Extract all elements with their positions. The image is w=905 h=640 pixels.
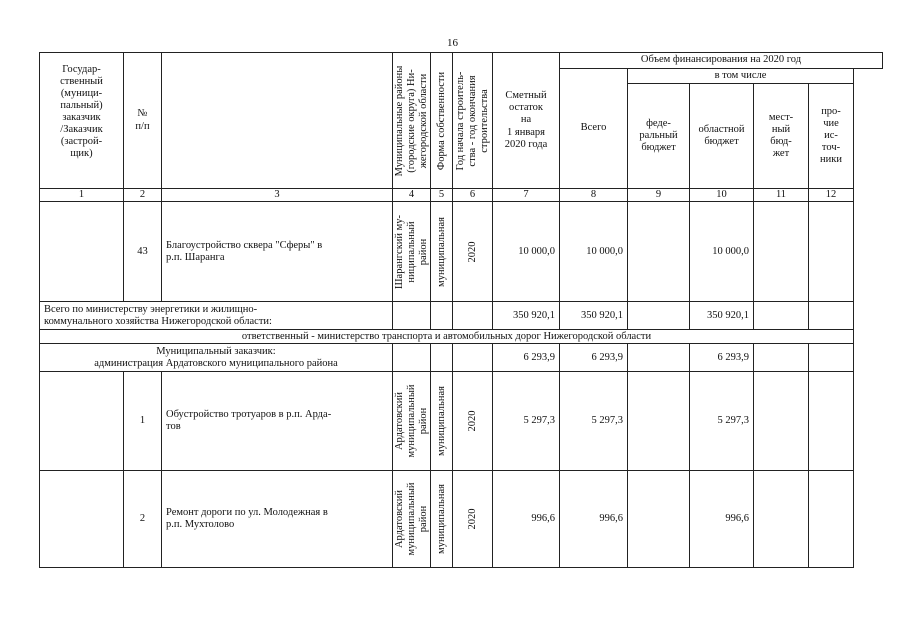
cell-total: 10 000,0 [560,202,628,302]
col-number: 3 [162,189,393,202]
cell-district [393,344,431,372]
cell-regional: 350 920,1 [690,302,754,330]
col-number: 6 [453,189,493,202]
page-number: 16 [447,37,458,49]
section-label: ответственный - министерство транспорта и автомобильных дорог Нижегородской области [40,330,854,344]
cell-ownership: муниципальная [431,202,453,302]
cell-project-name: Благоустройство сквера "Сферы" в р.п. Шаранга [162,202,393,302]
cell-other [809,372,854,471]
cell-regional: 5 297,3 [690,372,754,471]
ministry-total-label: Всего по министерству энергетики и жилищно- коммунального хозяйства Нижегородской области: [40,302,393,330]
cell-total: 350 920,1 [560,302,628,330]
cell-customer [40,471,124,568]
cell-num: 43 [124,202,162,302]
cell-district: Ардатовский муниципальный район [393,372,431,471]
cell-regional: 996,6 [690,471,754,568]
header-districts: Муниципальные районы (городские округа) Ни- жегородской области [393,53,431,189]
cell-ownership: муниципальная [431,471,453,568]
cell-year [453,344,493,372]
cell-local [754,344,809,372]
cell-federal [628,372,690,471]
financing-table [39,52,883,568]
cell-district: Ардатовский муниципальный район [393,471,431,568]
cell-local [754,471,809,568]
header-total: Всего [560,69,628,189]
col-number: 4 [393,189,431,202]
cell-total: 996,6 [560,471,628,568]
cell-customer [40,372,124,471]
cell-other [809,302,854,330]
table-row [40,471,883,568]
cell-year: 2020 [453,202,493,302]
cell-project-name: Обустройство тротуаров в р.п. Арда- тов [162,372,393,471]
cell-federal [628,344,690,372]
header-other: про- чие ис- точ- ники [809,84,854,189]
cell-other [809,344,854,372]
cell-federal [628,302,690,330]
header-regional: областной бюджет [690,84,754,189]
table-row [40,202,883,302]
column-numbers-row [40,189,883,202]
col-number: 1 [40,189,124,202]
header-num: № п/п [124,53,162,189]
cell-estimate: 5 297,3 [493,372,560,471]
customer-row [40,344,883,372]
header-federal: феде- ральный бюджет [628,84,690,189]
header-years: Год начала строитель- ства - год окончания строительства [453,53,493,189]
cell-total: 6 293,9 [560,344,628,372]
cell-regional: 6 293,9 [690,344,754,372]
cell-project-name: Ремонт дороги по ул. Молодежная в р.п. Мухтолово [162,471,393,568]
header-including: в том числе [628,69,854,84]
cell-ownership: муниципальная [431,372,453,471]
ministry-total-row [40,302,883,330]
header-ownership: Форма собственности [431,53,453,189]
header-funding-title: Объем финансирования на 2020 год [560,53,883,69]
cell-federal [628,202,690,302]
cell-year [453,302,493,330]
cell-num: 1 [124,372,162,471]
header-estimate: Сметный остаток на 1 января 2020 года [493,53,560,189]
cell-district [393,302,431,330]
cell-year: 2020 [453,471,493,568]
cell-federal [628,471,690,568]
customer-label: Муниципальный заказчик: администрация Ардатовского муниципального района [40,344,393,372]
cell-total: 5 297,3 [560,372,628,471]
col-number: 9 [628,189,690,202]
cell-regional: 10 000,0 [690,202,754,302]
cell-local [754,202,809,302]
cell-customer [40,202,124,302]
cell-estimate: 6 293,9 [493,344,560,372]
cell-other [809,471,854,568]
cell-district: Шарангский му- ниципальный район [393,202,431,302]
cell-estimate: 10 000,0 [493,202,560,302]
cell-estimate: 996,6 [493,471,560,568]
table-row [40,372,883,471]
cell-ownership [431,302,453,330]
header-customer: Государ- ственный (муници- пальный) заказчик /Заказчик (застрой- щик) [40,53,124,189]
col-number: 2 [124,189,162,202]
header-local: мест- ный бюд- жет [754,84,809,189]
header-name [162,53,393,189]
section-row [40,330,883,344]
cell-estimate: 350 920,1 [493,302,560,330]
col-number: 11 [754,189,809,202]
col-number: 12 [809,189,854,202]
cell-other [809,202,854,302]
cell-ownership [431,344,453,372]
col-number: 10 [690,189,754,202]
cell-local [754,302,809,330]
header-row-1 [40,53,883,69]
col-number: 5 [431,189,453,202]
cell-local [754,372,809,471]
cell-num: 2 [124,471,162,568]
col-number: 7 [493,189,560,202]
col-number: 8 [560,189,628,202]
cell-year: 2020 [453,372,493,471]
